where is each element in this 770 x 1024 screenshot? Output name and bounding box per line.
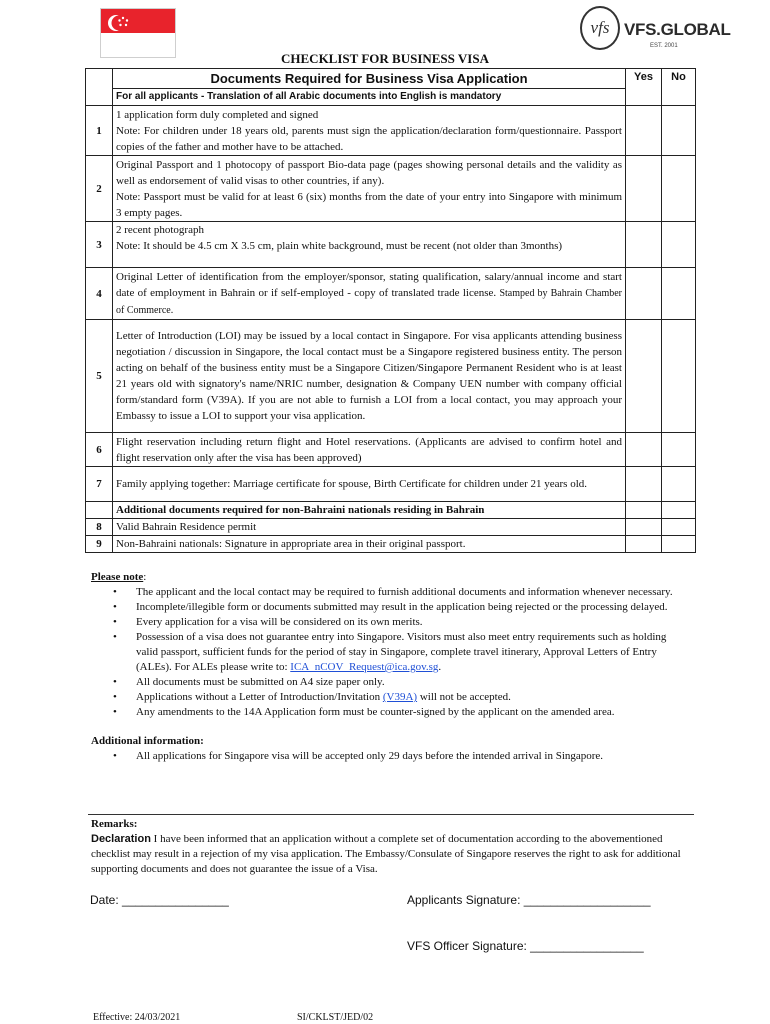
- declaration-label: Declaration: [91, 833, 151, 845]
- table-row: [86, 106, 696, 156]
- note-tail: will not be accepted.: [419, 691, 511, 703]
- row-text: Original Letter of identification from the employer/sponsor, stating qualification, salary/annual income and start date of employment in Bahrain or if self-employed - copy of translated trade license.: [116, 270, 622, 299]
- yes-checkbox[interactable]: [626, 433, 662, 467]
- yes-checkbox[interactable]: [626, 268, 662, 320]
- bullet-icon: •: [113, 750, 117, 762]
- additional-info-heading: Additional information:: [91, 735, 204, 747]
- table-row: [86, 268, 696, 320]
- effective-date: Effective: 24/03/2021: [93, 1012, 181, 1023]
- no-checkbox[interactable]: [662, 320, 696, 433]
- bullet-icon: •: [113, 706, 117, 718]
- yes-checkbox[interactable]: [626, 502, 662, 519]
- yes-checkbox[interactable]: [626, 156, 662, 222]
- row-number: 3: [86, 222, 113, 268]
- list-item: [91, 690, 691, 705]
- note-text: All documents must be submitted on A4 size paper only.: [136, 676, 385, 688]
- notes-colon: :: [143, 571, 147, 583]
- row-number: 2: [86, 156, 113, 222]
- no-checkbox[interactable]: [662, 519, 696, 536]
- table-row: [86, 536, 696, 553]
- divider: [88, 814, 694, 815]
- list-item: [91, 615, 691, 630]
- no-checkbox[interactable]: [662, 536, 696, 553]
- yes-checkbox[interactable]: [626, 106, 662, 156]
- vfs-logo-mark: vfs: [580, 6, 620, 50]
- note-text: Every application for a visa will be considered on its own merits.: [136, 616, 423, 628]
- row-number: 7: [86, 467, 113, 502]
- v39a-link[interactable]: (V39A): [382, 691, 418, 703]
- bullet-icon: •: [113, 631, 117, 643]
- yes-checkbox[interactable]: [626, 222, 662, 268]
- bullet-icon: •: [113, 586, 117, 598]
- list-item: [91, 749, 691, 764]
- row-extra-text: Stamped by Bahrain Chamber of Commerce.: [116, 287, 623, 316]
- declaration-paragraph: [91, 832, 691, 877]
- checklist-table: [85, 68, 696, 553]
- table-row: [86, 222, 696, 268]
- row-description: Letter of Introduction (LOI) may be issued by a local contact in Singapore. For visa applicants attending business negotiation / discussion in Singapore, the local contact must be a Singapore registered business entity. The person acting on behalf of the business entity must be a Singapore Citizen/Singapore Permanent Resident who is at least 21 years old with signatory's name/NRIC number, designation & Company UEN number with company official form/standard form (V39A). If you are not able to furnish a LOI from a local contact, you may approach your Embassy to issue a LOI to support your visa application.: [113, 320, 626, 433]
- table-row: [86, 156, 696, 222]
- bullet-icon: •: [113, 691, 117, 703]
- no-checkbox[interactable]: [662, 433, 696, 467]
- info-text: All applications for Singapore visa will be accepted only 29 days before the intended arrival in Singapore.: [136, 750, 604, 762]
- table-heading: Documents Required for Business Visa Application: [113, 69, 626, 89]
- row-description: Non-Bahraini nationals: Signature in appropriate area in their original passport.: [113, 536, 626, 553]
- no-checkbox[interactable]: [662, 502, 696, 519]
- document-code: SI/CKLST/JED/02: [297, 1012, 374, 1023]
- row-description: Flight reservation including return flight and Hotel reservations. (Applicants are advised to confirm hotel and flight reservation only after the visa has been approved): [113, 433, 626, 467]
- intro-text: For all applicants - Translation of all Arabic documents into English is mandatory: [113, 89, 626, 106]
- officer-signature-field[interactable]: VFS Officer Signature: _________________: [407, 939, 644, 953]
- ale-email-link[interactable]: ICA_nCOV_Request@ica.gov.sg: [290, 661, 439, 673]
- no-checkbox[interactable]: [662, 156, 696, 222]
- row-number: 8: [86, 519, 113, 536]
- row-number: 1: [86, 106, 113, 156]
- page-title: CHECKLIST FOR BUSINESS VISA: [281, 51, 489, 66]
- row-description: 1 application form duly completed and signed Note: For children under 18 years old, parents must sign the application/declaration form/questionnaire. Passport copies of the father and mother have to be attached.: [113, 106, 626, 156]
- list-item: [91, 675, 691, 690]
- note-text: The applicant and the local contact may be required to furnish additional documents and information whenever necessary.: [136, 586, 673, 598]
- row-description: Valid Bahrain Residence permit: [113, 519, 626, 536]
- notes-heading-line: [91, 570, 691, 585]
- row-description: Original Passport and 1 photocopy of passport Bio-data page (pages showing personal details and the validity as well as endorsement of valid visas to other countries, if any). Note: Passport must be valid for at least 6 (six) months from the date of your entry into Singapore with minimum 3 empty pages.: [113, 156, 626, 222]
- bullet-icon: •: [113, 616, 117, 628]
- notes-section: [91, 570, 691, 764]
- additional-info-list: [91, 749, 691, 764]
- date-field[interactable]: Date: ________________: [90, 893, 229, 907]
- note-text: Any amendments to the 14A Application form must be counter-signed by the applicant on the amended area.: [136, 706, 615, 718]
- empty-num-cell: [86, 502, 113, 519]
- additional-heading-row: [86, 502, 696, 519]
- row-number: 6: [86, 433, 113, 467]
- no-checkbox[interactable]: [662, 268, 696, 320]
- declaration-text: I have been informed that an application without a complete set of documentation according to the abovementioned checklist may result in a rejection of my visa application. The Embassy/Consulate of Singapore reserves the right to ask for additional supporting documents and does not guarantee the issue of a Visa.: [91, 833, 681, 875]
- notes-list: [91, 585, 691, 720]
- notes-heading: Please note: [91, 571, 144, 583]
- list-item: [91, 630, 691, 675]
- table-header-row: [86, 69, 696, 89]
- additional-heading: Additional documents required for non-Bahraini nationals residing in Bahrain: [113, 502, 626, 519]
- no-checkbox[interactable]: [662, 106, 696, 156]
- note-text: Possession of a visa does not guarantee entry into Singapore. Visitors must also meet entry requirements such as holding valid passport, sufficient funds for the period of stay in Singapore, complete travel itinerary, Approval Letters of Entry (ALEs). For ALEs please write to:: [136, 631, 667, 673]
- vfs-logo-est: EST. 2001: [650, 43, 678, 49]
- list-item: [91, 585, 691, 600]
- table-row: [86, 519, 696, 536]
- yes-checkbox[interactable]: [626, 320, 662, 433]
- vfs-logo-text: VFS.GLOBAL: [624, 20, 731, 39]
- yes-checkbox[interactable]: [626, 536, 662, 553]
- list-item: [91, 600, 691, 615]
- row-description: [113, 268, 626, 320]
- bullet-icon: •: [113, 601, 117, 613]
- note-text: Incomplete/illegible form or documents submitted may result in the application being rejected or the processing delayed.: [136, 601, 668, 613]
- note-end: .: [438, 661, 442, 673]
- table-row: [86, 467, 696, 502]
- yes-checkbox[interactable]: [626, 467, 662, 502]
- table-row: [86, 320, 696, 433]
- yes-checkbox[interactable]: [626, 519, 662, 536]
- yes-column-header: Yes: [626, 69, 662, 106]
- bullet-icon: •: [113, 676, 117, 688]
- list-item: [91, 705, 691, 720]
- row-number: 5: [86, 320, 113, 433]
- no-checkbox[interactable]: [662, 222, 696, 268]
- header-num-cell: [86, 69, 113, 106]
- no-column-header: No: [662, 69, 696, 106]
- remarks-heading: Remarks:: [91, 818, 138, 830]
- row-description: Family applying together: Marriage certificate for spouse, Birth Certificate for children under 21 years old.: [113, 467, 626, 502]
- row-description: 2 recent photograph Note: It should be 4.5 cm X 3.5 cm, plain white background, must be recent (not older than 3months): [113, 222, 626, 268]
- crescent-stars-icon: [105, 12, 135, 34]
- row-number: 9: [86, 536, 113, 553]
- table-row: [86, 433, 696, 467]
- note-text: Applications without a Letter of Introduction/Invitation: [136, 691, 381, 703]
- no-checkbox[interactable]: [662, 467, 696, 502]
- row-number: 4: [86, 268, 113, 320]
- intro-row: [86, 89, 696, 106]
- applicant-signature-field[interactable]: Applicants Signature: ___________________: [407, 893, 651, 907]
- remarks-section: [91, 817, 691, 877]
